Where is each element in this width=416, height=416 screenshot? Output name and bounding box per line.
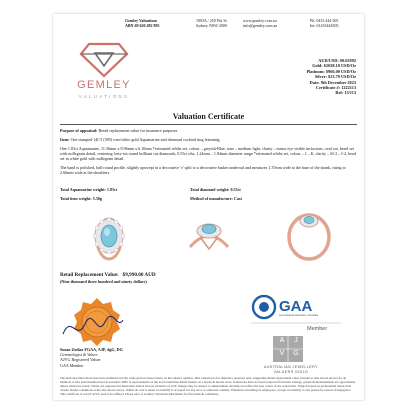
brand-wordmark: GEMLEY [77, 79, 131, 91]
retail-value-amount: $9,990.00 AUD [122, 272, 156, 278]
retail-value-label: Retail Replacement Value: [60, 272, 119, 278]
gaa-wordmark: GAA [279, 298, 313, 315]
ajvg-letter-v: V [279, 350, 285, 357]
signature-and-seal [59, 294, 129, 352]
certificate-page [53, 14, 364, 400]
title-divider [60, 124, 357, 125]
manufacture-method: Method of manufacture: Cast [190, 196, 242, 201]
gaa-subtitle: Gemmological Association of Australia [279, 315, 318, 317]
silver-price: Silver: $23.79 USD/Oz [314, 74, 356, 80]
ring-photo-front [80, 207, 138, 265]
band-description: The band is polished, half round profile, slightly upswept in a decorative 'v' split to a decorative basket underrail and measures 1.37mm wide at the base of the shank, rising to 2.66mm wide at the shoulders. [60, 164, 346, 175]
aud-usd-rate: AUD/USD: $0.65992 [318, 58, 356, 63]
company-block [125, 18, 159, 28]
address-line-1: 1003A / 250 Pitt St [196, 18, 227, 23]
signatory-role-2: AJVG Registered Valuer [60, 357, 101, 363]
ajvg-letter-g: G [293, 350, 299, 357]
signatory-role-1: Gemmologist & Valuer [60, 352, 98, 358]
intl-phone-number: Int: 61433444505 [310, 23, 339, 29]
company-abn: ABN 69 620 482 895 [125, 23, 160, 29]
company-name: Gemley Valuations [125, 18, 158, 23]
total-aquamarine-weight: Total Aquamarine weight: 1.83ct [60, 187, 118, 192]
stone-description: One 1.83ct Aquamarine, 11.56mm x 8.96mm x 6.10mm *estimated whilst set, colour – greyish-Blue, tone – medium light, clarity – minor eye visible inclusions, oval cut, bezel set with millegrain detail, centering forty-six round brilliant cut diamonds, 0.55ct tdw, 1.24mm – 1.84mm diameter range *estimated whilst set, colour – J – K, clarity – SI-2 – I-2, bead set in white gold with millegrain detail. [60, 145, 356, 161]
ajvg-letter-j: J [294, 337, 298, 344]
phone-block [310, 18, 339, 28]
retail-value-line [60, 272, 156, 278]
web-block [243, 18, 277, 28]
ajvg-letter-a: A [279, 337, 285, 344]
retail-value-words: (Nine thousand three hundred and ninety dollars) [60, 279, 147, 284]
metal-prices [306, 58, 356, 96]
ring-photo-top [280, 207, 338, 265]
address-line-2: Sydney NSW 2000 [196, 23, 227, 29]
item-label: Item: [60, 136, 70, 142]
certificate-body [60, 128, 357, 179]
signatory-block [60, 347, 123, 368]
phone-number: Ph: 0433 444 505 [310, 18, 339, 23]
purpose-line [60, 128, 357, 133]
certificate-date: Date: 9th December 2023 [309, 79, 356, 85]
total-item-weight: Total item weight: 5.30g [60, 196, 102, 201]
email-link[interactable]: info@gemley.com.au [243, 23, 278, 29]
brand-subtitle: VALUATIONS [78, 94, 130, 99]
ajvg-name-line-1: AUSTRALIAN JEWELLERY [263, 365, 319, 369]
signatory-name: Susan Zodiar FGAA, AJP, dgG, DG [60, 347, 123, 352]
item-text: One stamped 14CT (585) rose/white gold Aquamarine and diamond cocktail ring featuring; [70, 136, 221, 142]
disclaimer-footer: The item described above has been examined and the value given is based solely on the valuer's opinion. This valuation is for insurance purposes only, suggesting Retail replacement value (current at date shown above) for an identical or like item manufactured in Australia. RRV is representative of the local Australian Retail market, in a bricks & mortar store. Gemstones have not been removed from their settings, grades & measurements are approximate unless otherwise stated. Values are expressed in Australian dollars and are inclusive of GST. Images may be subject to enhancement and may not reflect the true colour of the actual item. Value is based on professional research & current market conditions at the date shown above. Whilst all care is taken, no liability is accepted for any error or omission. Gemley Valuations, including its employees, accepts no liability to any person by reason of negligence. This certificate is void if AJVG seal is not affixed. Please refer to Gemley Valuations Disclaimer for full terms & conditions. [60, 376, 356, 396]
purpose-label: Purpose of appraisal: [60, 128, 98, 133]
page-title: Valuation Certificate [172, 112, 245, 121]
purpose-text: Retail replacement value for insurance purposes [98, 128, 178, 133]
signatory-role-3: GAA Member [60, 362, 84, 368]
gold-price: Gold: $2028.10 USD/Oz [312, 63, 356, 69]
address-block [196, 18, 227, 28]
certificate-number: Certificate #: 1222113 [315, 85, 356, 91]
platinum-price: Platinum: $966.00 USD/Oz [306, 68, 356, 74]
gaa-member-badge [251, 293, 341, 381]
item-line [60, 137, 357, 142]
total-diamond-weight: Total diamond weight: 0.55ct [190, 187, 241, 192]
ring-photos [80, 207, 338, 265]
reference-number: Ref: 13/113 [335, 90, 356, 96]
website-link[interactable]: www.gemley.com.au [243, 18, 277, 23]
gaa-member-label: Member [307, 326, 328, 332]
ajvg-name-line-2: VALUERS GUILD [273, 370, 309, 374]
ring-photo-side [180, 207, 238, 265]
